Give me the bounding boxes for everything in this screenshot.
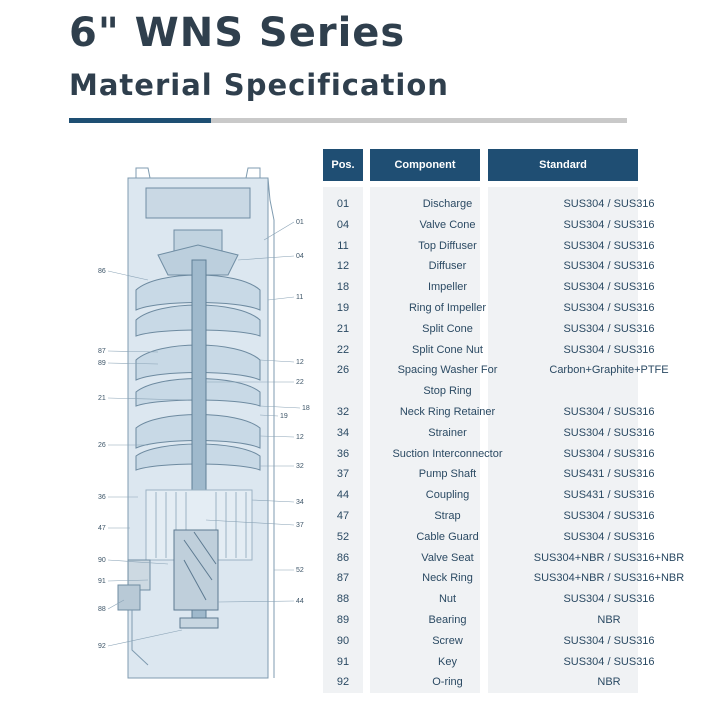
pos-cell: 91 <box>336 655 350 668</box>
pos-cell: 36 <box>336 447 350 460</box>
callout-11: 11 <box>296 294 304 301</box>
pump-cross-section-diagram <box>88 160 316 680</box>
callout-36: 36 <box>98 494 106 501</box>
table-row <box>323 631 685 652</box>
standard-cell: SUS304 / SUS316 <box>563 510 655 522</box>
component-cell: Impeller <box>427 281 468 294</box>
callout-91: 91 <box>98 578 106 585</box>
table-row <box>323 548 685 569</box>
callout-47: 47 <box>98 525 106 532</box>
callout-18: 18 <box>302 405 310 412</box>
component-cell: Suction Interconnector <box>392 447 503 460</box>
pos-cell: 92 <box>336 676 350 689</box>
callout-01: 01 <box>296 219 304 226</box>
standard-cell: SUS304 / SUS316 <box>563 322 655 335</box>
callout-44: 44 <box>296 598 304 605</box>
table-row <box>323 589 685 610</box>
page-subtitle: Material Specification <box>69 68 449 102</box>
component-cell: Nut <box>438 593 457 606</box>
standard-cell: NBR <box>597 614 621 626</box>
table-row <box>323 360 685 381</box>
standard-cell: SUS304 / SUS316 <box>563 218 655 231</box>
component-cell: Cable Guard <box>416 530 479 543</box>
component-cell: Ring of Impeller <box>408 302 487 314</box>
callout-92: 92 <box>98 643 106 650</box>
standard-cell: SUS431 / SUS316 <box>563 489 655 502</box>
table-row <box>323 527 685 548</box>
component-cell: Key <box>438 655 457 668</box>
standard-cell: SUS304 / SUS316 <box>563 634 655 647</box>
table-row <box>323 236 685 257</box>
table-row <box>323 319 685 340</box>
standard-cell: SUS304 / SUS316 <box>563 593 655 606</box>
callout-87: 87 <box>98 348 106 355</box>
pos-cell: 19 <box>336 302 350 314</box>
callout-12b: 12 <box>296 434 304 441</box>
pos-cell: 37 <box>336 468 350 481</box>
pos-cell: 90 <box>336 634 350 647</box>
standard-cell: SUS304 / SUS316 <box>563 343 655 356</box>
standard-cell: SUS304 / SUS316 <box>563 447 655 460</box>
pos-cell: 11 <box>337 239 349 252</box>
component-cell: Diffuser <box>428 260 467 273</box>
callout-52: 52 <box>296 567 304 574</box>
standard-cell: SUS304 / SUS316 <box>563 302 655 314</box>
component-cell: Top Diffuser <box>418 239 477 252</box>
component-cell: Coupling <box>425 489 470 502</box>
table-row <box>323 568 685 589</box>
standard-cell: SUS304 / SUS316 <box>563 655 655 668</box>
callout-22: 22 <box>296 379 304 386</box>
standard-cell: SUS304 / SUS316 <box>563 260 655 273</box>
standard-cell: SUS304 / SUS316 <box>563 239 655 252</box>
title-rule-gray <box>211 118 627 123</box>
standard-cell: SUS304+NBR / SUS316+NBR <box>533 551 685 564</box>
table-row <box>323 256 685 277</box>
callout-89: 89 <box>98 360 106 367</box>
pos-cell: 87 <box>336 572 350 585</box>
callout-21: 21 <box>98 395 106 402</box>
standard-cell: SUS304+NBR / SUS316+NBR <box>533 572 685 585</box>
table-row <box>323 672 685 693</box>
component-cell: Split Cone <box>422 322 473 335</box>
table-row <box>323 215 685 236</box>
component-cell: O-ring <box>432 676 463 689</box>
pos-cell: 44 <box>336 489 350 502</box>
standard-cell: Carbon+Graphite+PTFE <box>549 364 669 377</box>
component-cell: Spacing Washer For <box>397 364 498 377</box>
pos-cell: 01 <box>336 198 350 210</box>
pos-cell: 04 <box>336 218 350 231</box>
header-pos: Pos. <box>323 149 363 181</box>
pos-cell: 12 <box>336 260 350 273</box>
component-cell: Split Cone Nut <box>412 343 483 356</box>
callout-26: 26 <box>98 442 106 449</box>
table-row <box>323 423 685 444</box>
component-cell: Neck Ring <box>422 572 473 585</box>
table-row <box>323 298 685 319</box>
standard-cell: SUS304 / SUS316 <box>563 530 655 543</box>
pos-cell: 86 <box>336 551 350 564</box>
standard-cell: SUS304 / SUS316 <box>563 198 655 210</box>
pos-cell: 32 <box>336 406 350 418</box>
standard-cell: SUS304 / SUS316 <box>563 281 655 294</box>
standard-cell: NBR <box>597 676 621 689</box>
component-cell: Screw <box>432 634 463 647</box>
standard-cell: SUS304 / SUS316 <box>563 426 655 439</box>
standard-cell <box>533 381 685 402</box>
callout-19: 19 <box>280 413 288 420</box>
header-standard: Standard <box>488 149 638 181</box>
component-cell: Strainer <box>428 426 467 439</box>
standard-cell: SUS431 / SUS316 <box>563 468 655 481</box>
standard-cell: SUS304 / SUS316 <box>563 406 655 418</box>
callout-34: 34 <box>296 499 304 506</box>
callout-04: 04 <box>296 253 304 260</box>
callout-32: 32 <box>296 463 304 470</box>
table-row <box>323 194 685 215</box>
page-title: 6" WNS Series <box>69 10 406 56</box>
pos-cell: 52 <box>336 530 350 543</box>
component-cell: Neck Ring Retainer <box>399 406 496 418</box>
pos-cell: 88 <box>336 593 350 606</box>
component-cell: Stop Ring <box>423 385 472 398</box>
table-row <box>323 652 685 673</box>
component-cell: Strap <box>434 510 461 522</box>
table-row <box>323 506 685 527</box>
table-row <box>323 277 685 298</box>
pos-cell <box>323 381 363 402</box>
pos-cell: 89 <box>336 614 350 626</box>
table-row <box>323 485 685 506</box>
table-row <box>323 381 685 402</box>
pos-cell: 21 <box>336 322 350 335</box>
pos-cell: 26 <box>336 364 350 377</box>
callout-86: 86 <box>98 268 106 275</box>
pos-cell: 22 <box>336 343 350 356</box>
table-row <box>323 464 685 485</box>
callout-88: 88 <box>98 606 106 613</box>
callout-12: 12 <box>296 359 304 366</box>
component-cell: Bearing <box>428 614 467 626</box>
table-row <box>323 444 685 465</box>
component-cell: Valve Seat <box>421 551 474 564</box>
table-row <box>323 610 685 631</box>
component-cell: Pump Shaft <box>418 468 477 481</box>
component-cell: Discharge <box>422 198 473 210</box>
table-row <box>323 340 685 361</box>
pos-cell: 47 <box>336 510 350 522</box>
table-row <box>323 402 685 423</box>
pos-cell: 18 <box>336 281 350 294</box>
title-rule-accent <box>69 118 211 123</box>
pos-cell: 34 <box>336 426 350 439</box>
header-component: Component <box>370 149 480 181</box>
component-cell: Valve Cone <box>419 218 476 231</box>
callout-90: 90 <box>98 557 106 564</box>
callout-37: 37 <box>296 522 304 529</box>
